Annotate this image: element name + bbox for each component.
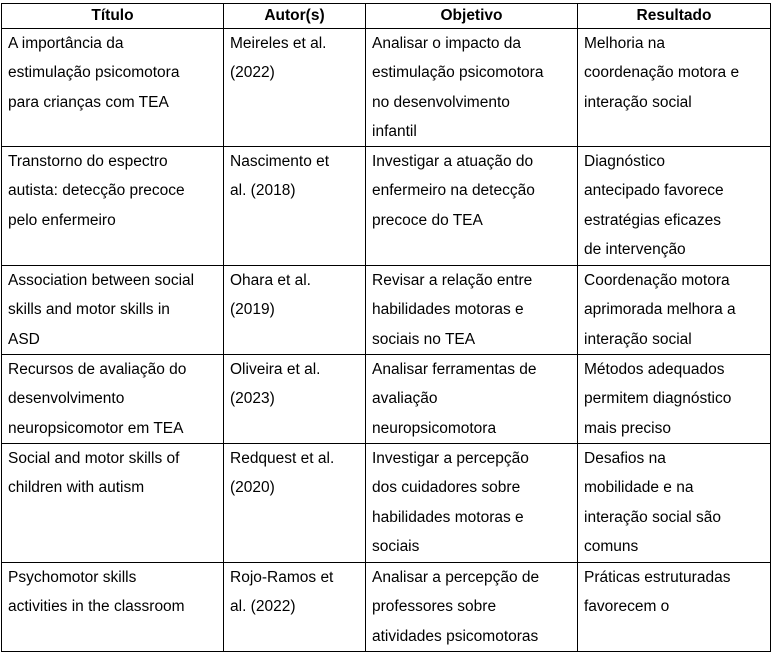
cell-autor [224, 444, 366, 563]
cell-autor [224, 266, 366, 355]
cell-resultado [578, 355, 771, 444]
cell-objetivo [366, 444, 578, 563]
table-row [2, 29, 771, 147]
cell-autor [224, 29, 366, 147]
cell-resultado [578, 266, 771, 355]
table-row [2, 147, 771, 266]
table-row [2, 266, 771, 355]
cell-text: Psychomotor skills activities in the classroom [8, 569, 185, 616]
cell-text: Oliveira et al. (2023) [230, 361, 321, 408]
cell-text: Melhoria na coordenação motora e interação social [584, 35, 740, 111]
header-objetivo: Objetivo [366, 4, 578, 29]
cell-titulo [2, 266, 224, 355]
cell-objetivo [366, 266, 578, 355]
cell-text: Association between social skills and motor skills in ASD [8, 272, 195, 348]
cell-titulo [2, 355, 224, 444]
table-row [2, 444, 771, 563]
cell-text: Desafios na mobilidade e na interação social são comuns [584, 450, 721, 556]
cell-text: Nascimento et al. (2018) [230, 153, 330, 200]
cell-text: Rojo-Ramos et al. (2022) [230, 569, 334, 616]
header-titulo: Título [2, 4, 224, 29]
cell-autor [224, 147, 366, 266]
cell-text: A importância da estimulação psicomotora para crianças com TEA [8, 35, 180, 111]
cell-objetivo [366, 355, 578, 444]
cell-autor [224, 355, 366, 444]
cell-text: Analisar a percepção de professores sobre atividades psicomotoras [372, 569, 540, 645]
cell-text: Coordenação motora aprimorada melhora a interação social [584, 272, 736, 348]
cell-resultado [578, 444, 771, 563]
cell-titulo [2, 444, 224, 563]
cell-objetivo [366, 29, 578, 147]
cell-text: Investigar a percepção dos cuidadores sobre habilidades motoras e sociais [372, 450, 529, 556]
cell-text: Ohara et al. (2019) [230, 272, 311, 319]
header-resultado: Resultado [578, 4, 771, 29]
cell-text: Social and motor skills of children with autism [8, 450, 180, 497]
table-row [2, 563, 771, 652]
cell-text: Práticas estruturadas favorecem o [584, 569, 731, 616]
cell-text: Analisar ferramentas de avaliação neuropsicomotora [372, 361, 537, 437]
cell-resultado [578, 563, 771, 652]
cell-objetivo [366, 563, 578, 652]
cell-titulo [2, 563, 224, 652]
cell-resultado [578, 147, 771, 266]
cell-autor [224, 563, 366, 652]
cell-text: Investigar a atuação do enfermeiro na detecção precoce do TEA [372, 153, 535, 229]
cell-text: Analisar o impacto da estimulação psicomotora no desenvolvimento infantil [372, 35, 544, 140]
cell-text: Diagnóstico antecipado favorece estratégias eficazes de intervenção [584, 153, 724, 259]
cell-text: Redquest et al. (2020) [230, 450, 335, 497]
cell-text: Meireles et al. (2022) [230, 35, 327, 82]
table-header-row [2, 4, 771, 29]
cell-text: Recursos de avaliação do desenvolvimento neuropsicomotor em TEA [8, 361, 187, 437]
header-autor: Autor(s) [224, 4, 366, 29]
table-row [2, 355, 771, 444]
studies-table [1, 3, 771, 652]
cell-titulo [2, 29, 224, 147]
cell-resultado [578, 29, 771, 147]
cell-text: Métodos adequados permitem diagnóstico mais preciso [584, 361, 732, 437]
cell-titulo [2, 147, 224, 266]
cell-text: Revisar a relação entre habilidades motoras e sociais no TEA [372, 272, 533, 348]
cell-objetivo [366, 147, 578, 266]
cell-text: Transtorno do espectro autista: detecção precoce pelo enfermeiro [8, 153, 185, 229]
